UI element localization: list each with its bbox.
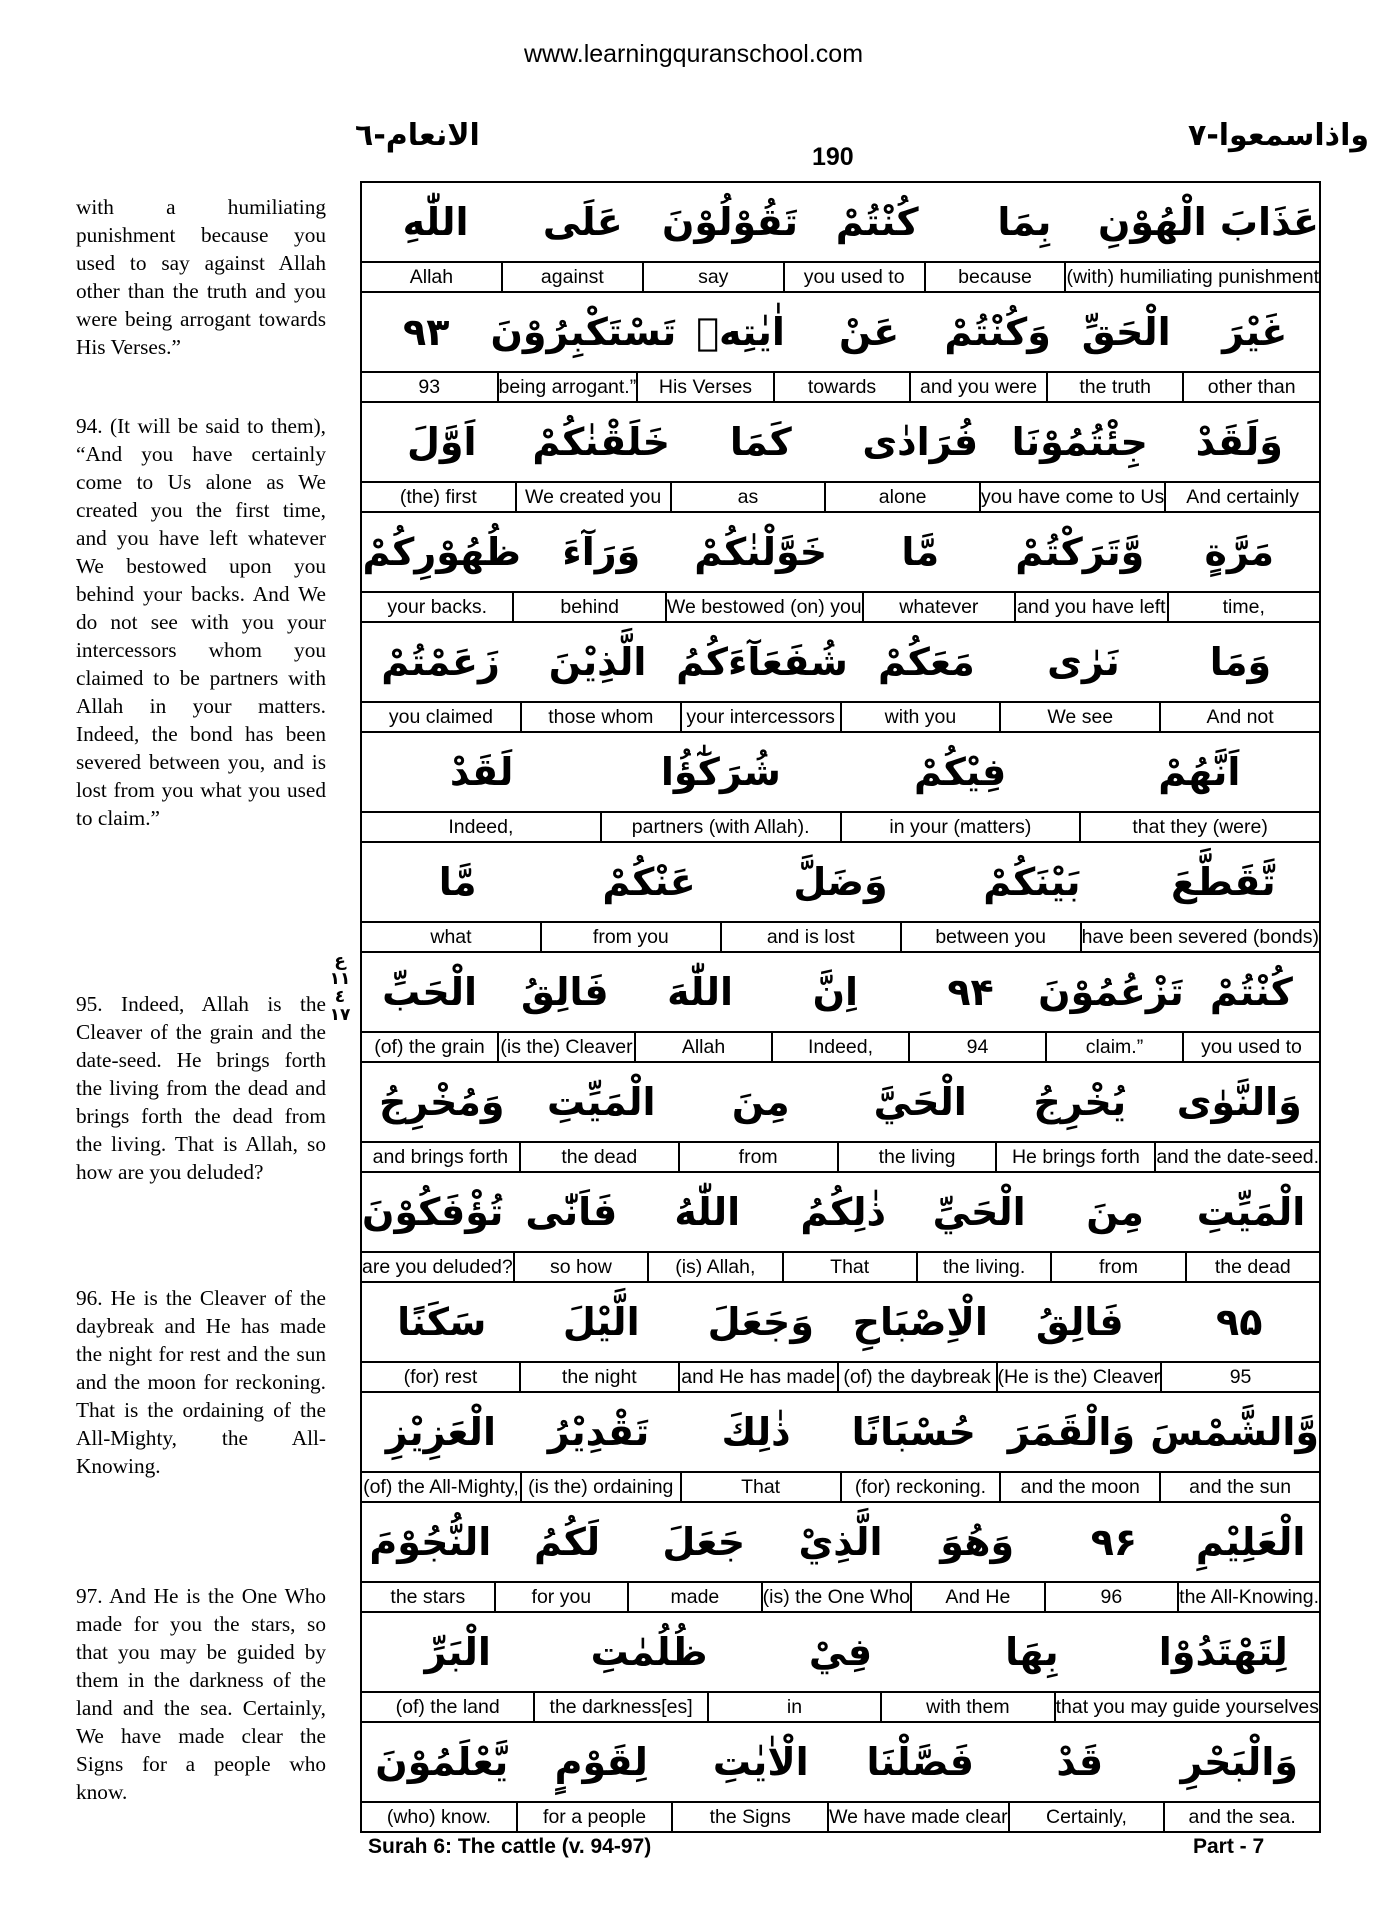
english-gloss: you used to [1182,1033,1319,1061]
arabic-word: تُؤْفَكُوْنَ [362,1190,504,1234]
english-gloss: (is) Allah, [647,1253,781,1281]
arabic-word: يَّعْلَمُوْنَ [375,1740,509,1784]
english-gloss: time, [1167,593,1319,621]
arabic-word: بِهَا [1005,1630,1059,1674]
arabic-word: فَصَّلْنَا [866,1740,975,1784]
arabic-word: ۹۳ [403,310,450,354]
arabic-word: فَالِقُ [521,970,609,1014]
arabic-word: الْحَيَّ [873,1080,967,1124]
english-gloss: from [678,1143,837,1171]
arabic-word: وَالنَّوٰى [1176,1080,1302,1124]
english-gloss: (who) know. [386,1806,491,1828]
arabic-word: الْاِصْبَاحِ [852,1300,988,1344]
english-row [362,1583,1319,1613]
english-gloss: and you were [909,373,1046,401]
english-row [362,1363,1319,1393]
english-gloss: the dead [519,1143,678,1171]
arabic-row [362,1393,1319,1473]
arabic-row [362,1173,1319,1253]
arabic-word: خَوَّلْنٰكُمْ [694,530,828,574]
arabic-word: لَكُمُ [533,1520,601,1564]
arabic-word: وَالْبَحْرِ [1180,1740,1298,1784]
arabic-word: مِنَ [731,1080,790,1124]
english-gloss: (is the) ordaining [520,1473,680,1501]
english-row [362,1253,1319,1283]
english-row [362,703,1319,733]
arabic-word: تَسْتَكْبِرُوْنَ [490,310,677,354]
arabic-row [362,1723,1319,1803]
english-gloss: (for) reckoning. [840,1473,1000,1501]
english-gloss: And certainly [1164,483,1319,511]
arabic-word: وَرَآءَ [562,530,641,574]
english-gloss: from [1050,1253,1184,1281]
english-gloss: And not [1159,703,1319,731]
arabic-word: عَذَابَ الْهُوْنِ [1098,200,1319,244]
english-gloss: have been severed (bonds) [1080,923,1319,951]
english-row [362,1033,1319,1063]
arabic-word: عَنْكُمْ [602,860,696,904]
english-gloss: (is the) Cleaver [497,1033,634,1061]
arabic-word: ظُهُوْرِكُمْ [362,530,521,574]
arabic-word: وَضَلَّ [793,860,888,904]
english-gloss: That [680,1473,840,1501]
english-row [362,813,1319,843]
english-gloss: in your (matters) [840,813,1080,841]
english-gloss: for a people [516,1803,672,1831]
arabic-word: الْاٰيٰتِ [712,1740,809,1784]
arabic-word: فَاَنّٰى [525,1190,618,1234]
arabic-word: الَّذِيْ [798,1520,883,1564]
arabic-word: الْحَبِّ [382,970,478,1014]
english-row [362,1473,1319,1503]
english-gloss: and the date-seed. [1154,1143,1319,1171]
arabic-word: مِنَ [1086,1190,1144,1234]
arabic-word: اَنَّهُمْ [1158,750,1241,794]
english-gloss: the Signs [671,1803,827,1831]
english-gloss: from you [540,923,720,951]
english-gloss: (He is the) Cleaver [996,1363,1161,1391]
english-gloss: with them [880,1693,1053,1721]
part-footer: Part - 7 [1193,1835,1265,1858]
english-gloss: against [501,263,642,291]
arabic-word: بِمَا [997,200,1052,244]
english-gloss: We created you [515,483,670,511]
english-gloss: That [782,1253,916,1281]
english-gloss: (of) the land [395,1696,500,1718]
arabic-word: يُخْرِجُ [1033,1080,1127,1124]
arabic-word: لَقَدْ [449,750,514,794]
arabic-word: خَلَقْنٰكُمْ [532,420,671,464]
surah-footer: Surah 6: The cattle (v. 94-97) [368,1835,652,1858]
english-gloss: between you [900,923,1080,951]
arabic-word: وَجَعَلَ [707,1300,814,1344]
arabic-row [362,623,1319,703]
english-gloss: and the moon [999,1473,1159,1501]
arabic-word: جَعَلَ [662,1520,746,1564]
header-part-name: واذاسمعوا-٧ [1188,118,1370,153]
arabic-word: ذٰلِكَ [721,1410,791,1454]
arabic-row [362,733,1319,813]
arabic-word: فَالِقُ [1035,1300,1124,1344]
english-gloss: being arrogant.” [497,373,637,401]
arabic-word: وَلَقَدْ [1195,420,1283,464]
english-gloss: and He has made [678,1363,837,1391]
arabic-word: كُنْتُمْ [1209,970,1293,1014]
english-gloss: Indeed, [771,1033,908,1061]
word-by-word-table [360,181,1321,1833]
arabic-word: الَّيْلَ [562,1300,640,1344]
arabic-row [362,183,1319,263]
arabic-word: بَيْنَكُمْ [983,860,1081,904]
arabic-word: ظُلُمٰتِ [590,1630,708,1674]
english-gloss: you have come to Us [979,483,1164,511]
arabic-word: فِيْ [808,1630,873,1674]
english-gloss: and brings forth [372,1146,509,1168]
arabic-word: زَعَمْتُمْ [381,640,500,684]
arabic-row [362,403,1319,483]
english-gloss: other than [1182,373,1319,401]
arabic-word: اللّٰهَ [667,970,733,1014]
ruku-mark: ع ١١ ٤ ١٧ [329,951,351,1025]
english-gloss: so how [513,1253,647,1281]
arabic-word: وَمُخْرِجُ [378,1080,505,1124]
english-gloss: say [642,263,783,291]
english-gloss: We have made clear [827,1803,1007,1831]
english-gloss: as [670,483,825,511]
arabic-word: سَكَنًا [397,1300,487,1344]
arabic-word: لِتَهْتَدُوْا [1158,1630,1288,1674]
arabic-word: الْعَلِيْمِ [1195,1520,1306,1564]
english-gloss: you used to [783,263,924,291]
arabic-word: كَمَا [729,420,792,464]
english-gloss: that you may guide yourselves [1054,1693,1319,1721]
english-gloss: We see [999,703,1159,731]
english-gloss: Indeed, [448,816,514,838]
english-gloss: your backs. [387,596,488,618]
english-gloss: that they (were) [1079,813,1319,841]
english-gloss: 93 [418,376,441,398]
english-gloss: behind [512,593,664,621]
arabic-word: عَنْ [839,310,900,354]
english-gloss: and you have left [1014,593,1166,621]
arabic-row [362,1503,1319,1583]
english-gloss: and the sun [1159,1473,1319,1501]
english-gloss: in [707,1693,880,1721]
arabic-row [362,513,1319,593]
arabic-row [362,1283,1319,1363]
english-gloss: Certainly, [1008,1803,1164,1831]
arabic-word: اِنَّ [812,970,859,1014]
english-row [362,263,1319,293]
english-gloss: (of) the All-Mighty, [363,1476,519,1498]
arabic-word: الْحَيِّ [932,1190,1026,1234]
english-gloss: (of) the daybreak [837,1363,996,1391]
english-gloss: the living. [916,1253,1050,1281]
english-gloss: He brings forth [995,1143,1154,1171]
english-row [362,373,1319,403]
arabic-row [362,1063,1319,1143]
arabic-word: فِيْكُمْ [913,750,1007,794]
english-gloss: and is lost [720,923,900,951]
arabic-word: شُفَعَآءَكُمُ [676,640,848,684]
english-gloss: those whom [520,703,680,731]
english-gloss: (is) the One Who [761,1583,910,1611]
english-gloss: His Verses [636,373,773,401]
arabic-word: جِئْتُمُوْنَا [1011,420,1148,464]
english-gloss: you claimed [388,706,493,728]
english-gloss: because [924,263,1065,291]
english-gloss: claim.” [1045,1033,1182,1061]
side-translation-1: with a humiliating punishment because you used to say against Allah other than the truth and you were being arrogant towards His Verses.” [76,195,326,359]
english-gloss: (for) rest [403,1366,478,1388]
arabic-word: النُّجُوْمَ [369,1520,492,1564]
arabic-word: الْمَيِّتِ [1196,1190,1306,1234]
arabic-word: وَكُنْتُمْ [944,310,1051,354]
english-gloss: towards [773,373,910,401]
side-translation-97: 97. And He is the One Who made for you the stars, so that you may be guided by them in the darkness of the land and the sea. Certainly, We have made clear the Signs for a people who know. [76,1584,326,1804]
english-gloss: alone [824,483,979,511]
arabic-word: اللّٰهِ [402,200,469,244]
arabic-word: الَّذِيْنَ [548,640,647,684]
english-gloss: your intercessors [680,703,840,731]
english-gloss: (the) first [399,486,477,508]
arabic-word: تَقُوْلُوْنَ [662,200,798,244]
header-surah-name: الانعام-٦ [355,118,480,153]
english-gloss: the darkness[es] [533,1693,706,1721]
arabic-word: نَرٰى [1047,640,1120,684]
arabic-word: اَوَّلَ [406,420,477,464]
arabic-word: حُسْبَانًا [851,1410,976,1454]
english-gloss: and the sea. [1163,1803,1319,1831]
english-gloss: the dead [1185,1253,1319,1281]
page-number: 190 [812,143,854,171]
english-gloss: the stars [390,1586,466,1608]
english-gloss: for you [494,1583,628,1611]
english-gloss: Allah [634,1033,771,1061]
english-gloss: (of) the grain [374,1036,485,1058]
arabic-word: وَّالشَّمْسَ [1150,1410,1319,1454]
arabic-word: وَّتَرَكْتُمْ [1015,530,1145,574]
english-row [362,593,1319,623]
arabic-word: مَرَّةٍ [1204,530,1275,574]
english-gloss: 96 [1044,1583,1178,1611]
arabic-word: مَعَكُمْ [877,640,975,684]
english-gloss: with you [840,703,1000,731]
arabic-word: ۹۴ [947,970,994,1014]
arabic-word: الْحَقِّ [1081,310,1171,354]
arabic-word: الْعَزِيْزِ [385,1410,496,1454]
english-gloss: 94 [908,1033,1045,1061]
arabic-word: عَلَى [542,200,623,244]
english-row [362,923,1319,953]
english-gloss: Allah [409,266,454,288]
arabic-word: تَّقَطَّعَ [1171,860,1276,904]
english-gloss: (with) humiliating punishment [1064,263,1319,291]
english-gloss: the truth [1046,373,1183,401]
site-url: www.learningquranschool.com [523,40,864,68]
arabic-word: فُرَادٰى [862,420,979,464]
arabic-word: شُرَكٰٓؤُا [660,750,781,794]
arabic-word: وَهُوَ [940,1520,1015,1564]
english-row [362,1693,1319,1723]
arabic-row [362,843,1319,923]
arabic-word: وَمَا [1209,640,1272,684]
arabic-word: اٰيٰتِهٖ [696,310,785,354]
arabic-row [362,293,1319,373]
arabic-word: تَقْدِيْرُ [547,1410,650,1454]
side-translation-94: 94. (It will be said to them), “And you have certainly come to Us alone as We created you the first time, and you have left whatever We bestowed upon you behind your backs. And We do not see with you your intercessors whom you claimed to be partners with Allah in your matters. Indeed, the bond has been severed between you, and is lost from you what you used to claim.” [76,414,326,830]
english-gloss: what [430,926,472,948]
english-gloss: And He [910,1583,1044,1611]
english-gloss: the night [519,1363,678,1391]
arabic-word: ۹۶ [1090,1520,1138,1564]
side-translation-95: 95. Indeed, Allah is the Cleaver of the grain and the date-seed. He brings forth the living from the dead and brings forth the dead from the living. That is Allah, so how are you deluded? [76,992,326,1184]
arabic-word: الْمَيِّتِ [546,1080,656,1124]
arabic-word: وَالْقَمَرَ [1007,1410,1136,1454]
english-gloss: We bestowed (on) you [665,593,862,621]
english-gloss: 95 [1160,1363,1319,1391]
side-translation-96: 96. He is the Cleaver of the daybreak and He has made the night for rest and the sun and the moon for reckoning. That is the ordaining of the All-Mighty, the All-Knowing. [76,1286,326,1478]
english-gloss: partners (with Allah). [600,813,840,841]
english-gloss: the All-Knowing. [1177,1583,1319,1611]
english-row [362,483,1319,513]
arabic-word: مَّا [901,530,940,574]
arabic-word: ۹۵ [1216,1300,1263,1344]
arabic-word: الْبَرِّ [424,1630,491,1674]
arabic-word: غَيْرَ [1222,310,1288,354]
english-gloss: the living [837,1143,996,1171]
arabic-word: اللّٰهُ [674,1190,741,1234]
arabic-row [362,1613,1319,1693]
arabic-word: تَزْعُمُوْنَ [1038,970,1184,1014]
english-gloss: are you deluded? [362,1256,513,1278]
arabic-word: قَدْ [1056,1740,1104,1784]
english-gloss: whatever [862,593,1014,621]
arabic-word: لِقَوْمٍ [554,1740,648,1784]
english-row [362,1803,1319,1833]
english-row [362,1143,1319,1173]
arabic-word: ذٰلِكُمُ [800,1190,887,1234]
arabic-word: كُنْتُمْ [835,200,919,244]
english-gloss: made [627,1583,761,1611]
arabic-row [362,953,1319,1033]
arabic-word: مَّا [438,860,477,904]
